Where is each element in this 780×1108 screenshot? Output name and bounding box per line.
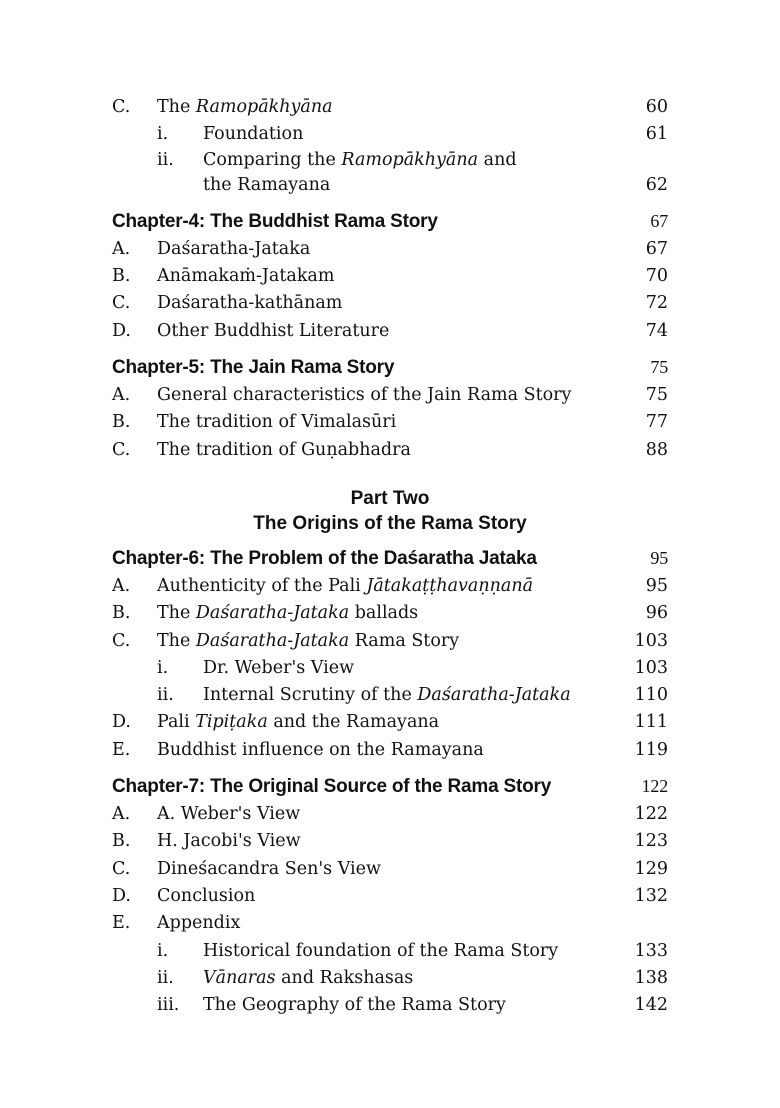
entry-title: The Geography of the Rama Story: [203, 995, 506, 1016]
chapter-page: 75: [650, 357, 668, 378]
toc-subentry: [112, 992, 668, 1019]
entry-label: A.: [112, 385, 131, 406]
entry-page: 119: [634, 739, 668, 760]
entry-page: 123: [634, 831, 668, 852]
entry-title: Comparing the Ramopākhyāna and: [203, 149, 517, 170]
toc-entry: [112, 709, 668, 736]
chapter-page: 122: [641, 776, 668, 797]
toc-entry: [112, 910, 668, 937]
toc-entry: [112, 628, 668, 655]
toc-entry: [112, 94, 668, 121]
entry-title: Buddhist influence on the Ramayana: [157, 739, 484, 760]
entry-title: H. Jacobi's View: [157, 831, 301, 852]
entry-title: Historical foundation of the Rama Story: [203, 940, 559, 961]
entry-page: 132: [634, 885, 668, 906]
entry-title-italic: Jātakaṭṭhavaṇṇanā: [366, 575, 534, 596]
table-of-contents: [112, 94, 668, 1019]
chapter-heading: [112, 207, 668, 236]
entry-label: iii.: [157, 995, 180, 1016]
entry-title: Dineśacandra Sen's View: [157, 858, 381, 879]
toc-subentry: [112, 655, 668, 682]
entry-page: 142: [634, 995, 668, 1016]
chapter-heading: [112, 353, 668, 382]
entry-title-italic: Daśaratha-Jataka: [195, 630, 350, 651]
entry-label: i.: [157, 124, 169, 145]
entry-title: General characteristics of the Jain Rama Story: [157, 385, 572, 406]
entry-label: B.: [112, 603, 131, 624]
entry-label: B.: [112, 266, 131, 287]
entry-page: 62: [645, 174, 668, 195]
entry-label: A.: [112, 575, 131, 596]
toc-entry: [112, 737, 668, 764]
chapter-title: Chapter-5: The Jain Rama Story: [112, 357, 395, 379]
entry-label: D.: [112, 885, 131, 906]
entry-page: 138: [634, 967, 668, 988]
toc-subentry: [112, 938, 668, 965]
entry-title-italic: Vānaras: [203, 967, 276, 988]
entry-label: ii.: [157, 685, 174, 706]
entry-title: The tradition of Guṇabhadra: [157, 439, 411, 460]
entry-label: C.: [112, 439, 131, 460]
entry-page: 103: [634, 630, 668, 651]
entry-label: D.: [112, 320, 131, 341]
chapter-page: 67: [650, 210, 668, 231]
toc-entry: [112, 856, 668, 883]
chapter-title: Chapter-7: The Original Source of the Rama Story: [112, 776, 552, 798]
toc-entry: [112, 382, 668, 409]
entry-label: C.: [112, 97, 131, 117]
toc-subentry: [112, 121, 668, 148]
chapter-heading: [112, 772, 668, 801]
entry-page: 110: [634, 685, 668, 706]
part-title: The Origins of the Rama Story: [253, 512, 527, 534]
entry-label: D.: [112, 712, 131, 733]
toc-entry: [112, 290, 668, 317]
entry-title: Other Buddhist Literature: [157, 320, 390, 341]
entry-page: 129: [634, 858, 668, 879]
entry-page: 70: [645, 266, 668, 287]
entry-title: A. Weber's View: [157, 804, 301, 825]
chapter-page: 95: [650, 547, 668, 568]
entry-title: The tradition of Vimalasūri: [157, 412, 397, 433]
entry-title: Foundation: [203, 124, 304, 145]
entry-label: E.: [112, 913, 131, 934]
toc-subentry-continuation: [112, 172, 668, 199]
entry-label: ii.: [157, 149, 174, 170]
entry-page: 75: [645, 385, 668, 406]
entry-label: A.: [112, 804, 131, 825]
entry-title-italic: Tipiṭaka: [195, 712, 268, 733]
entry-title-italic: Daśaratha-Jataka: [417, 685, 571, 706]
entry-title-italic: Ramopākhyāna: [195, 97, 333, 117]
entry-label: ii.: [157, 967, 174, 988]
toc-entry: [112, 573, 668, 600]
entry-label: C.: [112, 630, 131, 651]
entry-page: 61: [645, 124, 668, 145]
toc-entry: [112, 263, 668, 290]
entry-title: The Ramopākhyāna: [157, 97, 333, 117]
entry-title: Internal Scrutiny of the Daśaratha-Jataka: [203, 685, 571, 706]
entry-title: Vānaras and Rakshasas: [203, 967, 414, 988]
entry-title: Conclusion: [157, 885, 256, 906]
entry-title-cont: the Ramayana: [203, 174, 331, 195]
entry-page: 111: [634, 712, 668, 733]
toc-subentry: [112, 965, 668, 992]
entry-title: The Daśaratha-Jataka ballads: [157, 603, 419, 624]
entry-page: 103: [634, 657, 668, 678]
entry-page: 122: [634, 804, 668, 825]
entry-label: E.: [112, 739, 131, 760]
entry-page: 72: [645, 293, 668, 314]
entry-title: Dr. Weber's View: [203, 657, 355, 678]
entry-title-italic: Daśaratha-Jataka: [195, 603, 350, 624]
entry-page: 74: [645, 320, 668, 341]
entry-title: Pali Tipiṭaka and the Ramayana: [157, 712, 440, 733]
entry-page: 88: [645, 439, 668, 460]
entry-title-italic: Ramopākhyāna: [341, 149, 479, 170]
entry-page: 96: [645, 603, 668, 624]
entry-label: i.: [157, 940, 169, 961]
entry-label: A.: [112, 238, 131, 259]
toc-entry: [112, 409, 668, 436]
toc-entry: [112, 801, 668, 828]
entry-title: The Daśaratha-Jataka Rama Story: [157, 630, 460, 651]
toc-subentry: [112, 149, 668, 172]
entry-label: C.: [112, 293, 131, 314]
entry-label: C.: [112, 858, 131, 879]
toc-entry: [112, 600, 668, 627]
entry-page: 77: [645, 412, 668, 433]
entry-label: B.: [112, 831, 131, 852]
part-number: Part Two: [350, 487, 430, 509]
entry-title: Authenticity of the Pali Jātakaṭṭhavaṇṇanā: [157, 575, 534, 596]
entry-page: 95: [645, 575, 668, 596]
toc-entry: [112, 318, 668, 345]
entry-label: i.: [157, 657, 169, 678]
toc-entry: [112, 883, 668, 910]
entry-title: Anāmakaṁ-Jatakam: [157, 266, 335, 287]
chapter-title: Chapter-4: The Buddhist Rama Story: [112, 210, 438, 232]
chapter-title: Chapter-6: The Problem of the Daśaratha Jataka: [112, 547, 537, 569]
entry-page: 60: [645, 97, 668, 117]
toc-entry: [112, 828, 668, 855]
toc-subentry: [112, 682, 668, 709]
toc-entry: [112, 236, 668, 263]
chapter-heading: [112, 544, 668, 573]
entry-page: 67: [645, 238, 668, 259]
entry-page: 133: [634, 940, 668, 961]
part-heading: [112, 486, 668, 536]
entry-title: Appendix: [157, 913, 241, 934]
entry-title: Daśaratha-kathānam: [157, 293, 343, 314]
toc-entry: [112, 437, 668, 464]
entry-title: Daśaratha-Jataka: [157, 238, 311, 259]
entry-label: B.: [112, 412, 131, 433]
